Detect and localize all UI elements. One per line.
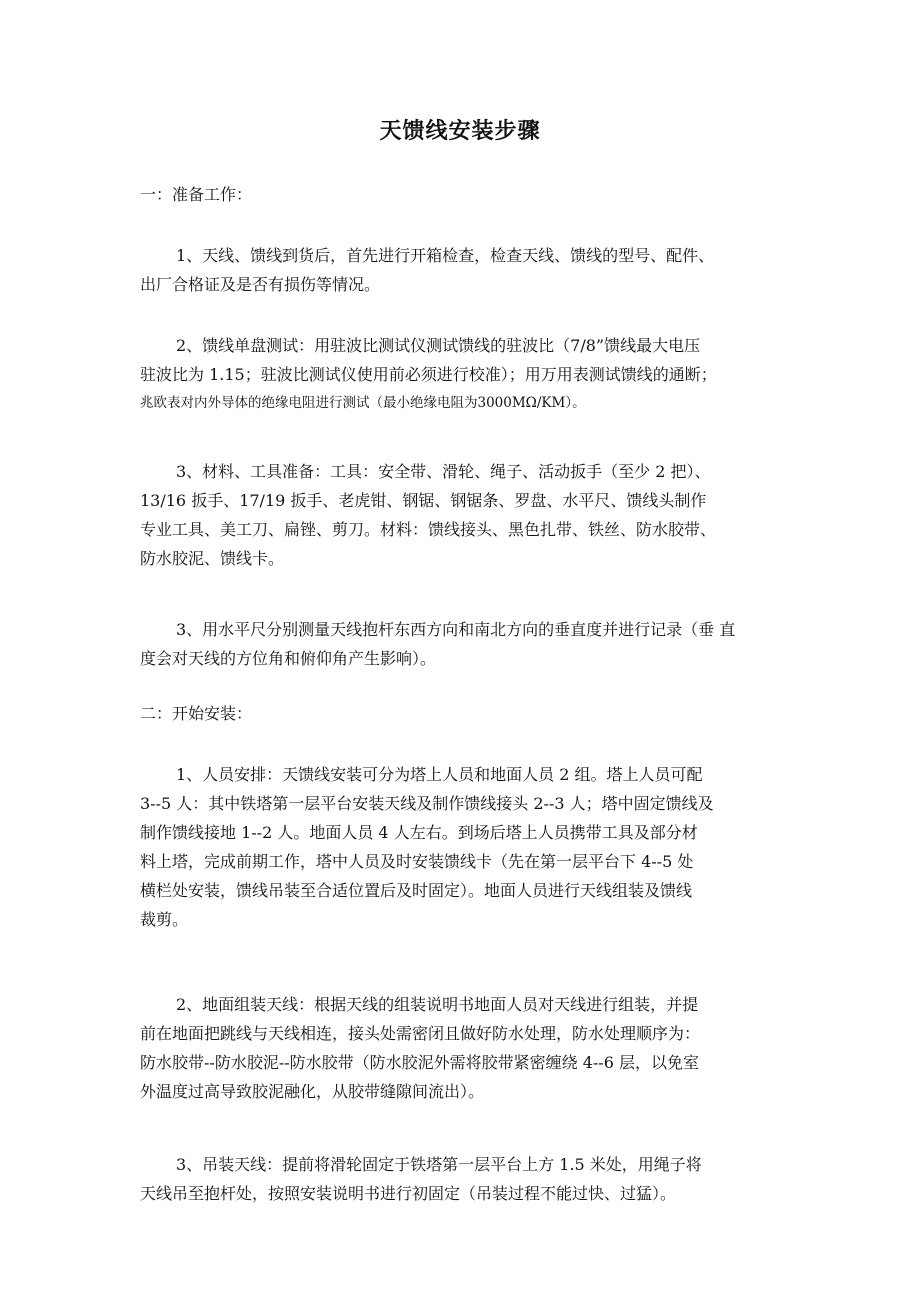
section-heading-preparation: 一：准备工作： (140, 185, 253, 204)
paragraph-line: 1、人员安排：天馈线安装可分为塔上人员和地面人员 2 组。塔上人员可配 (176, 765, 703, 784)
paragraph-line: 制作馈线接地 1--2 人。地面人员 4 人左右。到场后塔上人员携带工具及部分材 (140, 823, 698, 842)
paragraph-line: 度会对天线的方位角和俯仰角产生影响）。 (140, 649, 437, 668)
paragraph-line: 防水胶带--防水胶泥--防水胶带（防水胶泥外需将胶带紧密缠绕 4--6 层，以免室 (140, 1053, 699, 1072)
paragraph-inspection (140, 241, 800, 299)
paragraph-line: 2、馈线单盘测试：用驻波比测试仪测试馈线的驻波比（7/8”馈线最大电压 (176, 336, 701, 355)
paragraph-line: 3--5 人：其中铁塔第一层平台安装天线及制作馈线接头 2--3 人；塔中固定馈线及 (140, 794, 714, 813)
paragraph-line: 外温度过高导致胶泥融化，从胶带缝隙间流出）。 (140, 1082, 485, 1101)
paragraph-feeder-test (140, 331, 800, 418)
paragraph-line: 前在地面把跳线与天线相连，接头处需密闭且做好防水处理，防水处理顺序为： (140, 1024, 701, 1043)
paragraph-line: 防水胶泥、馈线卡。 (140, 549, 285, 568)
paragraph-line: 2、地面组装天线：根据天线的组装说明书地面人员对天线进行组装，并提 (176, 995, 699, 1014)
paragraph-ground-assembly (140, 990, 800, 1106)
paragraph-line: 裁剪。 (140, 910, 189, 929)
paragraph-line: 料上塔，完成前期工作，塔中人员及时安装馈线卡（先在第一层平台下 4--5 处 (140, 852, 694, 871)
paragraph-line: 3、用水平尺分别测量天线抱杆东西方向和南北方向的垂直度并进行记录（垂 直 (176, 620, 736, 639)
document-title: 天馈线安装步骤 (379, 118, 541, 144)
paragraph-line: 13/16 扳手、17/19 扳手、老虎钳、钢锯、钢锯条、罗盘、水平尺、馈线头制作 (140, 491, 707, 510)
paragraph-hoisting (140, 1150, 800, 1208)
paragraph-line: 兆欧表对内外导体的绝缘电阻进行测试（最小绝缘电阻为3000MΩ/KM）。 (140, 395, 586, 411)
paragraph-line: 横栏处安装，馈线吊装至合适位置后及时固定）。地面人员进行天线组装及馈线 (140, 881, 693, 900)
paragraph-line: 驻波比为 1.15；驻波比测试仪使用前必须进行校准）；用万用表测试馈线的通断； (140, 365, 717, 384)
paragraph-line: 1、天线、馈线到货后，首先进行开箱检查，检查天线、馈线的型号、配件、 (176, 246, 715, 265)
section-heading-installation: 二：开始安装： (140, 704, 253, 723)
paragraph-line: 专业工具、美工刀、扁锉、剪刀。材料：馈线接头、黑色扎带、铁丝、防水胶带、 (140, 520, 717, 539)
paragraph-line: 3、材料、工具准备：工具：安全带、滑轮、绳子、活动扳手（至少 2 把）、 (176, 462, 711, 481)
paragraph-line: 天线吊至抱杆处，按照安装说明书进行初固定（吊装过程不能过快、过猛）。 (140, 1184, 677, 1203)
paragraph-verticality (140, 615, 800, 673)
paragraph-line: 3、吊装天线：提前将滑轮固定于铁塔第一层平台上方 1.5 米处，用绳子将 (176, 1155, 702, 1174)
paragraph-materials-tools (140, 457, 800, 573)
paragraph-staffing (140, 760, 800, 934)
paragraph-line: 出厂合格证及是否有损伤等情况。 (140, 275, 381, 294)
